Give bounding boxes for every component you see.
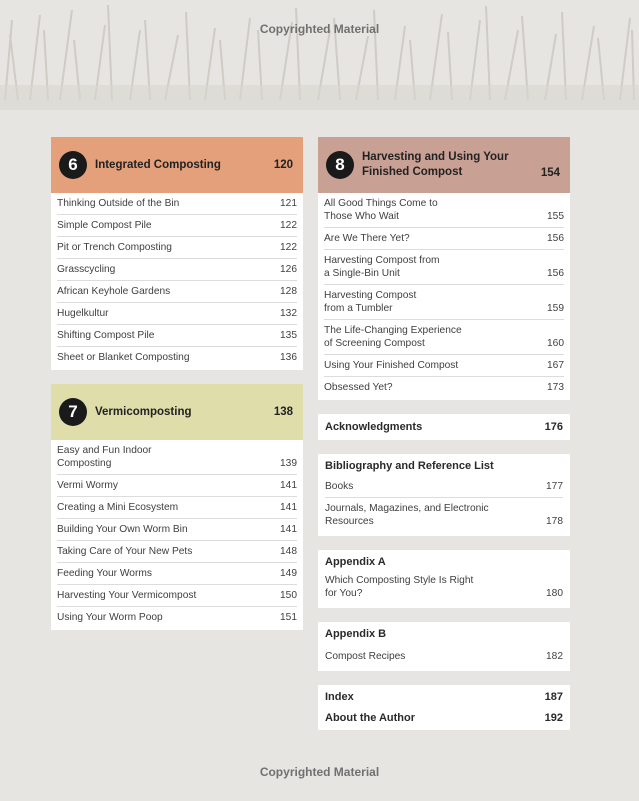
- toc-entry[interactable]: [57, 237, 297, 259]
- entry-title: Compost Recipes: [325, 651, 406, 662]
- entry-page: 180: [546, 588, 563, 599]
- toc-entry[interactable]: [324, 228, 564, 250]
- index-entry[interactable]: [325, 691, 563, 703]
- entry-page: 135: [280, 330, 297, 341]
- entry-page: 128: [280, 286, 297, 297]
- toc-entry[interactable]: [57, 281, 297, 303]
- chapter-8-header[interactable]: [318, 137, 570, 193]
- chapter-7-entries: [51, 440, 303, 630]
- toc-entry[interactable]: [324, 355, 564, 377]
- entry-title: Harvesting Compost from a Single-Bin Unit: [324, 255, 440, 279]
- entry-page: 156: [547, 233, 564, 244]
- entry-page: 160: [547, 338, 564, 349]
- about-author-entry[interactable]: [325, 712, 563, 724]
- toc-entry[interactable]: [57, 607, 297, 628]
- about-title: About the Author: [325, 712, 416, 724]
- chapter-page: 138: [273, 406, 293, 418]
- entry-title: Are We There Yet?: [324, 233, 410, 244]
- entry-page: 159: [547, 303, 564, 314]
- entry-page: 182: [546, 651, 563, 662]
- appendix-a-heading[interactable]: [325, 556, 563, 568]
- toc-entry[interactable]: [325, 476, 563, 498]
- toc-entry[interactable]: [325, 498, 563, 532]
- bibliography-heading[interactable]: [325, 460, 563, 472]
- right-column: [318, 137, 570, 744]
- chapter-6-card: [51, 137, 303, 370]
- left-column: [51, 137, 303, 644]
- toc-entry[interactable]: [57, 325, 297, 347]
- appendix-a-card: [318, 550, 570, 608]
- chapter-page: 154: [540, 167, 560, 179]
- entry-page: 136: [280, 352, 297, 363]
- entry-page: 122: [280, 242, 297, 253]
- index-title: Index: [325, 691, 354, 703]
- entry-title: Building Your Own Worm Bin: [57, 524, 188, 535]
- index-page: 187: [544, 691, 563, 703]
- appendix-b-entries: [325, 646, 563, 667]
- toc-entry[interactable]: [324, 285, 564, 320]
- chapter-7-header[interactable]: [51, 384, 303, 440]
- entry-title: Pit or Trench Composting: [57, 242, 172, 253]
- acknowledgments-title: Acknowledgments: [325, 421, 423, 433]
- appendix-a-entries: [325, 570, 563, 604]
- entry-page: 173: [547, 382, 564, 393]
- entry-title: Using Your Finished Compost: [324, 360, 459, 371]
- acknowledgments-card[interactable]: [318, 414, 570, 440]
- entry-title: Hugelkultur: [57, 308, 109, 319]
- about-page: 192: [544, 712, 563, 724]
- copyright-header: Copyrighted Material: [259, 22, 380, 36]
- chapter-title: Vermicomposting: [95, 405, 192, 418]
- chapter-6-header[interactable]: [51, 137, 303, 193]
- toc-entry[interactable]: [57, 585, 297, 607]
- entry-title: Taking Care of Your New Pets: [57, 546, 193, 557]
- entry-page: 126: [280, 264, 297, 275]
- appendix-a-title: Appendix A: [325, 556, 386, 568]
- toc-entry[interactable]: [324, 193, 564, 228]
- toc-entry[interactable]: [324, 377, 564, 398]
- entry-title: Creating a Mini Ecosystem: [57, 502, 179, 513]
- entry-page: 141: [280, 480, 297, 491]
- bibliography-entries: [325, 476, 563, 532]
- bibliography-card: [318, 454, 570, 536]
- chapter-number-badge: 8: [326, 151, 354, 179]
- appendix-b-heading[interactable]: [325, 628, 563, 640]
- entry-page: 139: [280, 458, 297, 469]
- entry-title: Books: [325, 481, 354, 492]
- grass-banner: [0, 0, 639, 110]
- entry-title: Obsessed Yet?: [324, 382, 393, 393]
- entry-title: Thinking Outside of the Bin: [57, 198, 180, 209]
- toc-entry[interactable]: [325, 570, 563, 604]
- entry-title: Vermi Wormy: [57, 480, 118, 491]
- entry-page: 155: [547, 211, 564, 222]
- entry-page: 121: [280, 198, 297, 209]
- index-about-card: [318, 685, 570, 730]
- entry-title: Harvesting Your Vermicompost: [57, 590, 197, 601]
- chapter-7-card: [51, 384, 303, 630]
- chapter-number-badge: 6: [59, 151, 87, 179]
- entry-page: 151: [280, 612, 297, 623]
- appendix-b-card: [318, 622, 570, 671]
- copyright-footer: Copyrighted Material: [259, 765, 380, 779]
- chapter-number-badge: 7: [59, 398, 87, 426]
- acknowledgments-page: 176: [544, 421, 563, 433]
- acknowledgments-heading: [325, 421, 563, 433]
- chapter-page: 120: [273, 159, 293, 171]
- toc-entry[interactable]: [57, 475, 297, 497]
- entry-page: 150: [280, 590, 297, 601]
- chapter-6-entries: [51, 193, 303, 370]
- bibliography-title: Bibliography and Reference List: [325, 460, 494, 472]
- entry-page: 122: [280, 220, 297, 231]
- entry-title: Shifting Compost Pile: [57, 330, 155, 341]
- chapter-8-card: [318, 137, 570, 400]
- entry-title: All Good Things Come to Those Who Wait: [324, 198, 438, 222]
- appendix-b-title: Appendix B: [325, 628, 387, 640]
- toc-entry[interactable]: [57, 193, 297, 215]
- chapter-8-entries: [318, 193, 570, 400]
- toc-entry[interactable]: [57, 259, 297, 281]
- entry-page: 141: [280, 502, 297, 513]
- toc-entry[interactable]: [57, 440, 297, 475]
- entry-page: 132: [280, 308, 297, 319]
- entry-page: 156: [547, 268, 564, 279]
- toc-entry[interactable]: [57, 497, 297, 519]
- entry-page: 167: [547, 360, 564, 371]
- toc-entry[interactable]: [57, 519, 297, 541]
- chapter-title: Integrated Composting: [95, 158, 221, 171]
- entry-title: Easy and Fun Indoor Composting: [57, 445, 152, 469]
- chapter-title: Harvesting and Using Your Finished Compost: [362, 151, 509, 178]
- entry-title: Using Your Worm Poop: [57, 612, 163, 623]
- entry-title: Feeding Your Worms: [57, 568, 152, 579]
- entry-title: Sheet or Blanket Composting: [57, 352, 190, 363]
- entry-page: 149: [280, 568, 297, 579]
- toc-entry[interactable]: [324, 250, 564, 285]
- entry-page: 148: [280, 546, 297, 557]
- toc-entry[interactable]: [57, 215, 297, 237]
- entry-title: Simple Compost Pile: [57, 220, 152, 231]
- entry-title: Harvesting Compost from a Tumbler: [324, 290, 417, 314]
- entry-title: African Keyhole Gardens: [57, 286, 171, 297]
- entry-title: Grasscycling: [57, 264, 116, 275]
- toc-entry[interactable]: [57, 303, 297, 325]
- entry-title: Journals, Magazines, and Electronic Resources: [325, 503, 489, 527]
- entry-title: The Life-Changing Experience of Screening Compost: [324, 325, 462, 349]
- toc-entry[interactable]: [57, 347, 297, 368]
- entry-page: 178: [546, 516, 563, 527]
- entry-title: Which Composting Style Is Right for You?: [325, 575, 474, 599]
- toc-entry[interactable]: [324, 320, 564, 355]
- entry-page: 177: [546, 481, 563, 492]
- toc-entry[interactable]: [325, 646, 563, 667]
- toc-entry[interactable]: [57, 541, 297, 563]
- toc-entry[interactable]: [57, 563, 297, 585]
- entry-page: 141: [280, 524, 297, 535]
